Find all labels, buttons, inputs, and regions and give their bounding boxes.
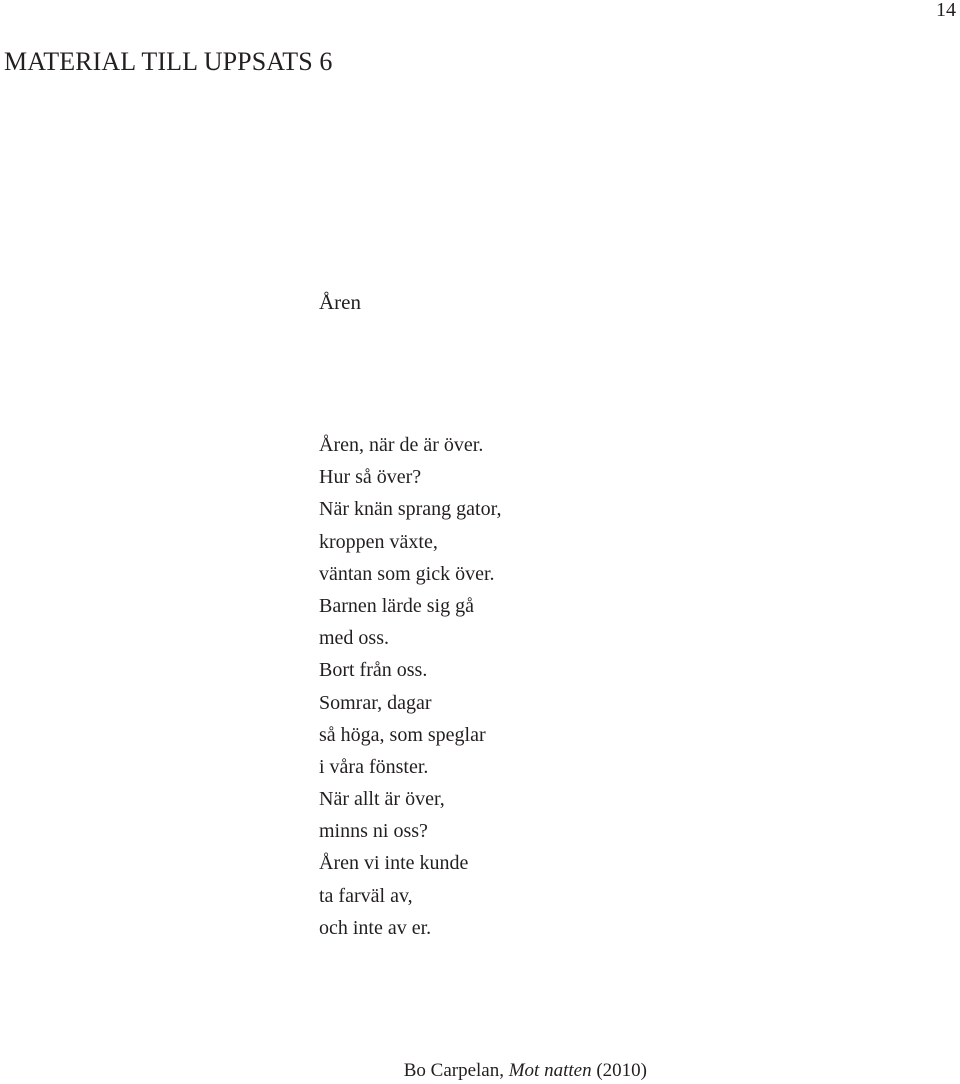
- page-heading: MATERIAL TILL UPPSATS 6: [4, 47, 333, 76]
- poem-line: När allt är över,: [319, 788, 445, 811]
- poem-line: kroppen växte,: [319, 530, 438, 553]
- poem-line: Somrar, dagar: [319, 691, 432, 714]
- poem-line: väntan som gick över.: [319, 562, 495, 585]
- poem-line: När knän sprang gator,: [319, 498, 502, 521]
- citation-work: Mot natten: [508, 1060, 592, 1081]
- citation: [404, 1058, 647, 1084]
- citation-year: (2010): [596, 1060, 647, 1081]
- poem-line: med oss.: [319, 627, 389, 650]
- poem-line: Bort från oss.: [319, 659, 428, 682]
- poem-line: Barnen lärde sig gå: [319, 594, 474, 617]
- poem-body: [319, 429, 501, 944]
- poem-line: Åren vi inte kunde: [319, 852, 469, 875]
- poem-line: i våra fönster.: [319, 755, 429, 778]
- poem-title: Åren: [319, 290, 361, 314]
- poem-line: ta farväl av,: [319, 884, 413, 907]
- poem-line: minns ni oss?: [319, 820, 428, 843]
- poem-line: och inte av er.: [319, 916, 432, 939]
- citation-author: Bo Carpelan,: [403, 1060, 504, 1081]
- poem-line: Hur så över?: [319, 466, 422, 489]
- page-number: 14: [936, 0, 956, 21]
- poem-line: så höga, som speglar: [319, 723, 486, 746]
- poem-line: Åren, när de är över.: [319, 434, 484, 456]
